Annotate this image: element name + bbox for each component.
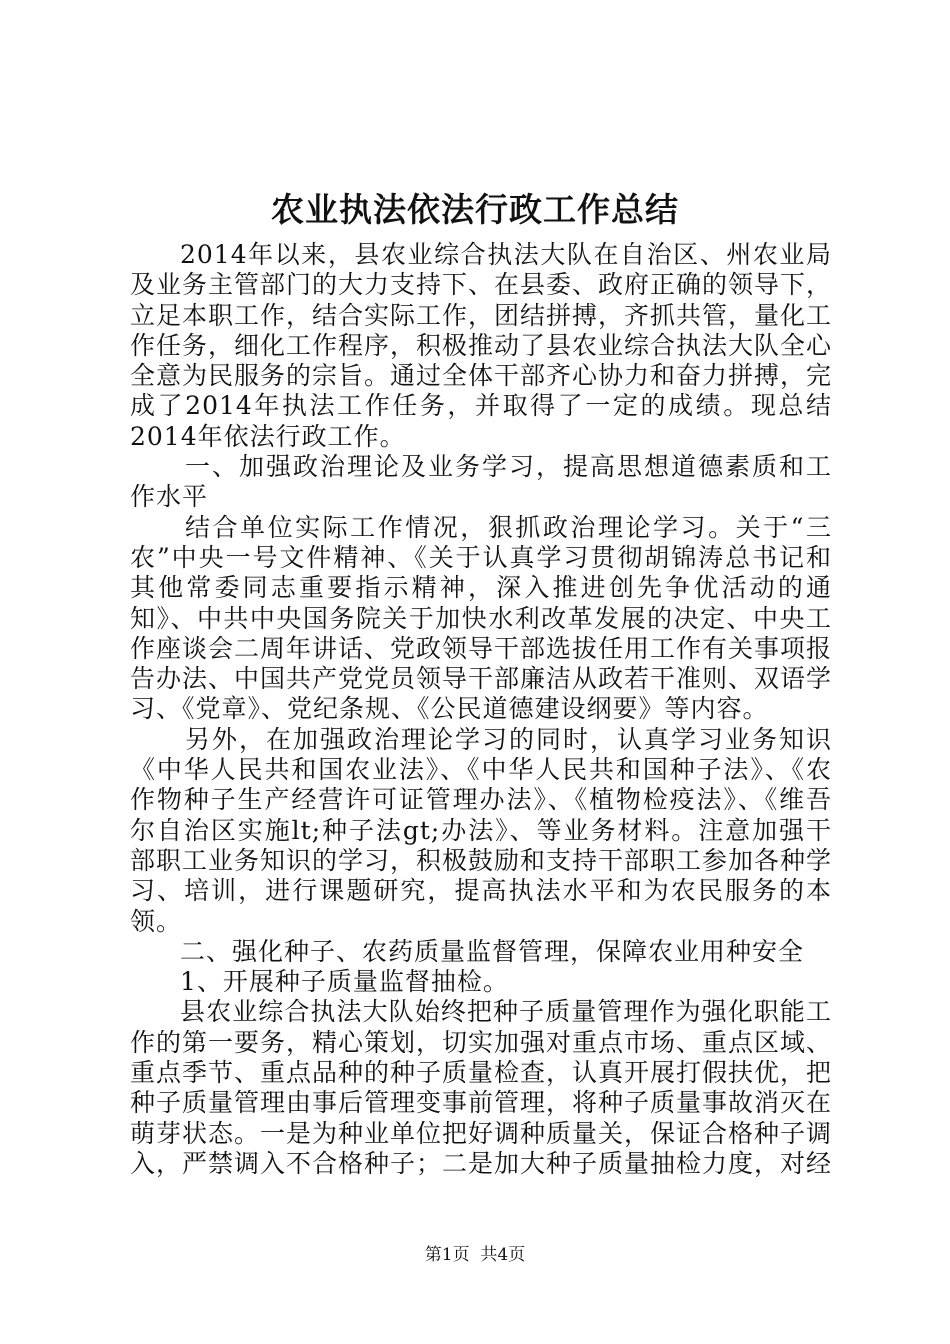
- section-heading-2: 二、强化种子、农药质量监督管理，保障农业用种安全: [180, 936, 805, 966]
- page-footer: [0, 1244, 950, 1266]
- paragraph-business-study: 另外，在加强政治理论学习的同时，认真学习业务知识《中华人民共和国农业法》、《中华人民共和国种子法》、《农作物种子生产经营许可证管理办法》、《植物检疫法》、《维吾尔自治区实施lt;种子法gt;办法》、等业务材料。注意加强干部职工业务知识的学习，积极鼓励和支持干部职工参加各种学习、培训，进行课题研究，提高执法水平和为农民服务的本领。: [130, 724, 833, 936]
- paragraph-seed-quality: 县农业综合执法大队始终把种子质量管理作为强化职能工作的第一要务，精心策划，切实加强对重点市场、重点区域、重点季节、重点品种的种子质量检查，认真开展打假扶优，把种子质量管理由事后管理变事前管理，将种子质量事故消灭在萌芽状态。一是为种业单位把好调种质量关，保证合格种子调入，严禁调入不合格种子；二是加大种子质量抽检力度，对经: [130, 997, 833, 1178]
- page-number: 第1页: [424, 1245, 470, 1265]
- section-heading-1: 一、加强政治理论及业务学习，提高思想道德素质和工作水平: [130, 452, 832, 512]
- paragraph-political-study: 结合单位实际工作情况，狠抓政治理论学习。关于“三农”中央一号文件精神、《关于认真学习贯彻胡锦涛总书记和其他常委同志重要指示精神，深入推进创先争优活动的通知》、中共中央国务院关于加快水利改革发展的决定、中央工作座谈会二周年讲话、党政领导干部选拔任用工作有关事项报告办法、中国共产党党员领导干部廉洁从政若干准则、双语学习、《党章》、党纪条规、《公民道德建设纲要》等内容。: [130, 512, 833, 724]
- paragraph-intro: 2014年以来，县农业综合执法大队在自治区、州农业局及业务主管部门的大力支持下、在县委、政府正确的领导下，立足本职工作，结合实际工作，团结拼搏，齐抓共管，量化工作任务，细化工作程序，积极推动了县农业综合执法大队全心全意为民服务的宗旨。通过全体干部齐心协力和奋力拼搏，完成了2014年执法工作任务，并取得了一定的成绩。现总结2014年依法行政工作。: [130, 240, 833, 451]
- document-title: 农业执法依法行政工作总结: [271, 190, 679, 229]
- subsection-heading-1: 1、开展种子质量监督抽检。: [180, 967, 509, 997]
- page-total: 共4页: [480, 1245, 526, 1265]
- document-body: [130, 240, 832, 1179]
